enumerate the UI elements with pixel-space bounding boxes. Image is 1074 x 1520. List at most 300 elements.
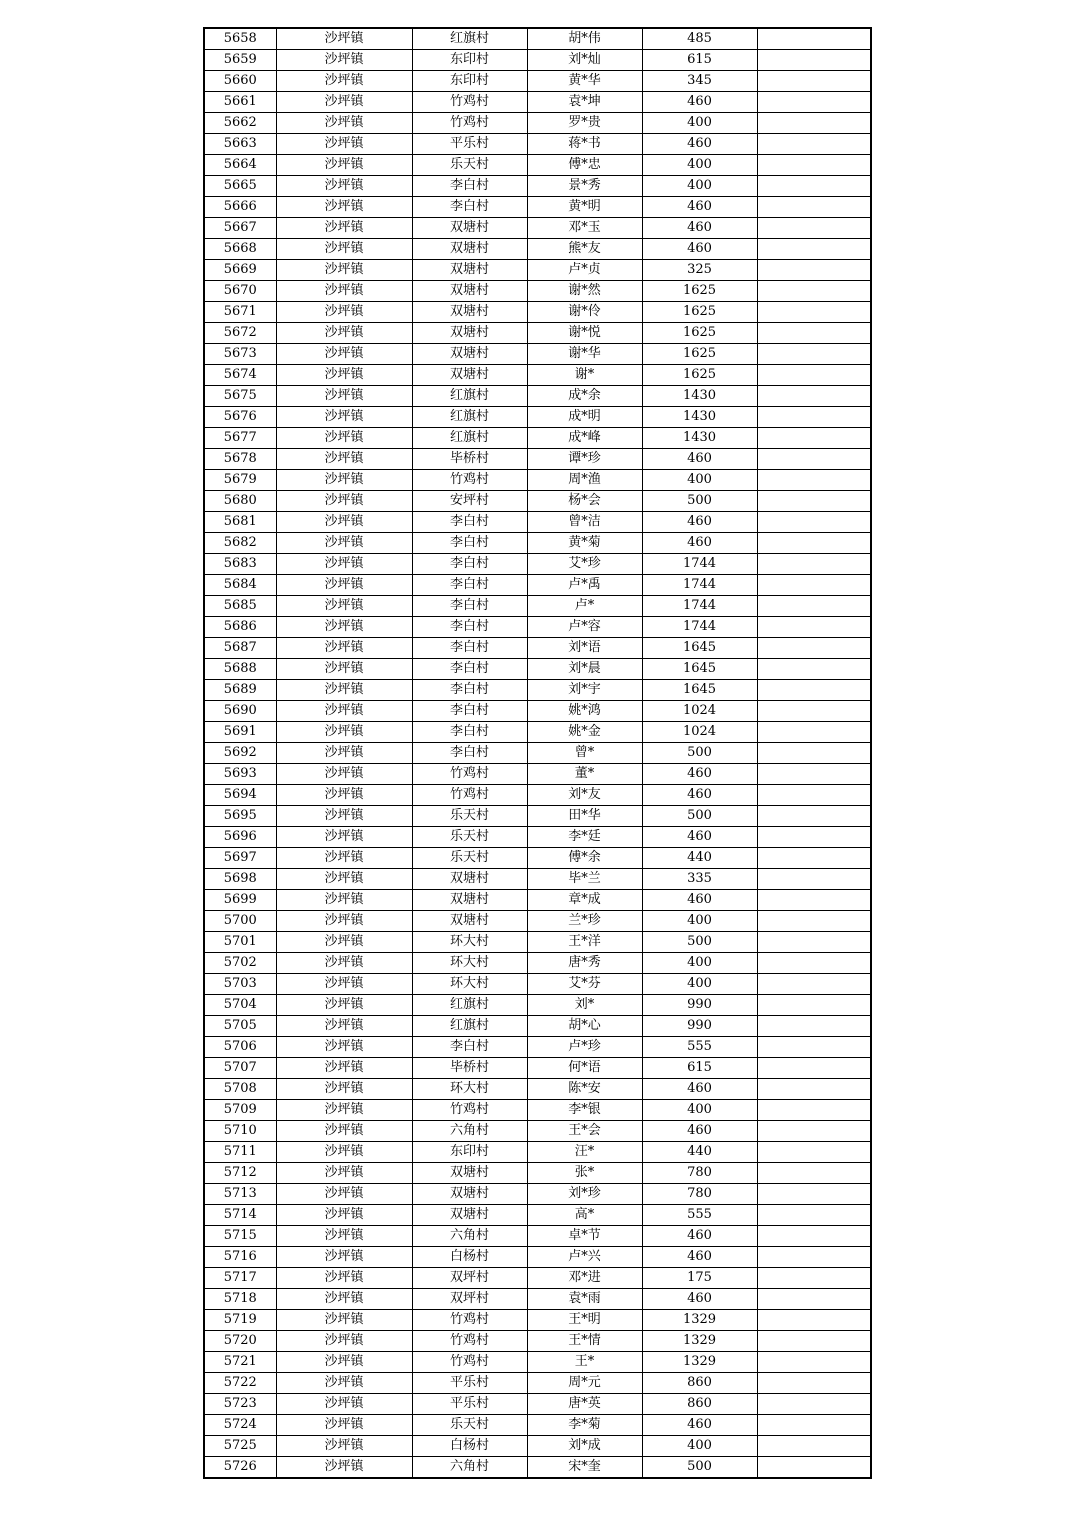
table-row [204, 1058, 871, 1079]
village-cell: 李白村 [412, 596, 527, 617]
name-cell: 黄*明 [527, 197, 642, 218]
remark-cell [757, 659, 871, 680]
name-cell: 汪* [527, 1142, 642, 1163]
village-cell: 环大村 [412, 1079, 527, 1100]
village-cell: 李白村 [412, 722, 527, 743]
serial-number-cell: 5705 [204, 1016, 276, 1037]
amount-cell: 1645 [642, 680, 757, 701]
remark-cell [757, 533, 871, 554]
name-cell: 董* [527, 764, 642, 785]
town-cell: 沙坪镇 [276, 1058, 412, 1079]
town-cell: 沙坪镇 [276, 869, 412, 890]
remark-cell [757, 638, 871, 659]
village-cell: 李白村 [412, 176, 527, 197]
remark-cell [757, 848, 871, 869]
amount-cell: 500 [642, 743, 757, 764]
name-cell: 王*会 [527, 1121, 642, 1142]
town-cell: 沙坪镇 [276, 1100, 412, 1121]
remark-cell [757, 113, 871, 134]
remark-cell [757, 554, 871, 575]
name-cell: 杨*会 [527, 491, 642, 512]
amount-cell: 460 [642, 239, 757, 260]
table-row [204, 953, 871, 974]
table-row [204, 722, 871, 743]
town-cell: 沙坪镇 [276, 1268, 412, 1289]
village-cell: 红旗村 [412, 407, 527, 428]
remark-cell [757, 239, 871, 260]
amount-cell: 555 [642, 1037, 757, 1058]
table-row [204, 407, 871, 428]
town-cell: 沙坪镇 [276, 953, 412, 974]
village-cell: 竹鸡村 [412, 1352, 527, 1373]
name-cell: 王*明 [527, 1310, 642, 1331]
amount-cell: 460 [642, 218, 757, 239]
table-row [204, 1037, 871, 1058]
remark-cell [757, 743, 871, 764]
serial-number-cell: 5672 [204, 323, 276, 344]
table-row [204, 743, 871, 764]
amount-cell: 400 [642, 953, 757, 974]
name-cell: 张* [527, 1163, 642, 1184]
village-cell: 双塘村 [412, 323, 527, 344]
amount-cell: 1744 [642, 596, 757, 617]
table-row [204, 995, 871, 1016]
serial-number-cell: 5706 [204, 1037, 276, 1058]
town-cell: 沙坪镇 [276, 1331, 412, 1352]
remark-cell [757, 1457, 871, 1479]
table-row [204, 260, 871, 281]
serial-number-cell: 5696 [204, 827, 276, 848]
serial-number-cell: 5708 [204, 1079, 276, 1100]
town-cell: 沙坪镇 [276, 1457, 412, 1479]
village-cell: 双塘村 [412, 890, 527, 911]
remark-cell [757, 617, 871, 638]
village-cell: 乐天村 [412, 848, 527, 869]
name-cell: 宋*奎 [527, 1457, 642, 1479]
remark-cell [757, 134, 871, 155]
remark-cell [757, 1310, 871, 1331]
table-row [204, 1394, 871, 1415]
remark-cell [757, 1415, 871, 1436]
amount-cell: 400 [642, 155, 757, 176]
amount-cell: 460 [642, 1121, 757, 1142]
table-row [204, 1436, 871, 1457]
town-cell: 沙坪镇 [276, 1373, 412, 1394]
table-row [204, 1310, 871, 1331]
table-row [204, 1184, 871, 1205]
remark-cell [757, 1436, 871, 1457]
remark-cell [757, 1373, 871, 1394]
serial-number-cell: 5685 [204, 596, 276, 617]
name-cell: 成*峰 [527, 428, 642, 449]
town-cell: 沙坪镇 [276, 911, 412, 932]
name-cell: 卢* [527, 596, 642, 617]
table-row [204, 596, 871, 617]
serial-number-cell: 5677 [204, 428, 276, 449]
serial-number-cell: 5711 [204, 1142, 276, 1163]
town-cell: 沙坪镇 [276, 1016, 412, 1037]
village-cell: 竹鸡村 [412, 764, 527, 785]
town-cell: 沙坪镇 [276, 428, 412, 449]
town-cell: 沙坪镇 [276, 785, 412, 806]
table-row [204, 827, 871, 848]
serial-number-cell: 5663 [204, 134, 276, 155]
table-row [204, 134, 871, 155]
amount-cell: 460 [642, 1415, 757, 1436]
remark-cell [757, 722, 871, 743]
remark-cell [757, 50, 871, 71]
town-cell: 沙坪镇 [276, 1289, 412, 1310]
serial-number-cell: 5660 [204, 71, 276, 92]
amount-cell: 400 [642, 974, 757, 995]
name-cell: 刘*语 [527, 638, 642, 659]
amount-cell: 500 [642, 932, 757, 953]
remark-cell [757, 1247, 871, 1268]
village-cell: 红旗村 [412, 995, 527, 1016]
name-cell: 卢*禹 [527, 575, 642, 596]
table-row [204, 1226, 871, 1247]
name-cell: 兰*珍 [527, 911, 642, 932]
town-cell: 沙坪镇 [276, 848, 412, 869]
serial-number-cell: 5688 [204, 659, 276, 680]
amount-cell: 1625 [642, 344, 757, 365]
table-row [204, 554, 871, 575]
town-cell: 沙坪镇 [276, 218, 412, 239]
serial-number-cell: 5724 [204, 1415, 276, 1436]
table-row [204, 764, 871, 785]
table-row [204, 785, 871, 806]
amount-cell: 780 [642, 1163, 757, 1184]
table-row [204, 659, 871, 680]
village-cell: 李白村 [412, 680, 527, 701]
name-cell: 傅*忠 [527, 155, 642, 176]
remark-cell [757, 1016, 871, 1037]
name-cell: 景*秀 [527, 176, 642, 197]
serial-number-cell: 5665 [204, 176, 276, 197]
village-cell: 李白村 [412, 575, 527, 596]
name-cell: 刘*友 [527, 785, 642, 806]
amount-cell: 460 [642, 785, 757, 806]
amount-cell: 990 [642, 995, 757, 1016]
serial-number-cell: 5666 [204, 197, 276, 218]
serial-number-cell: 5723 [204, 1394, 276, 1415]
town-cell: 沙坪镇 [276, 995, 412, 1016]
amount-cell: 325 [642, 260, 757, 281]
name-cell: 傅*余 [527, 848, 642, 869]
name-cell: 何*语 [527, 1058, 642, 1079]
remark-cell [757, 260, 871, 281]
village-cell: 毕桥村 [412, 1058, 527, 1079]
remark-cell [757, 806, 871, 827]
table-row [204, 92, 871, 113]
village-cell: 竹鸡村 [412, 470, 527, 491]
town-cell: 沙坪镇 [276, 974, 412, 995]
town-cell: 沙坪镇 [276, 344, 412, 365]
amount-cell: 1744 [642, 554, 757, 575]
village-cell: 乐天村 [412, 827, 527, 848]
table-row [204, 197, 871, 218]
town-cell: 沙坪镇 [276, 1310, 412, 1331]
serial-number-cell: 5667 [204, 218, 276, 239]
serial-number-cell: 5680 [204, 491, 276, 512]
name-cell: 罗*贵 [527, 113, 642, 134]
name-cell: 谢* [527, 365, 642, 386]
serial-number-cell: 5701 [204, 932, 276, 953]
amount-cell: 400 [642, 1100, 757, 1121]
name-cell: 黄*华 [527, 71, 642, 92]
table-row [204, 1373, 871, 1394]
amount-cell: 1024 [642, 701, 757, 722]
serial-number-cell: 5693 [204, 764, 276, 785]
table-row [204, 1016, 871, 1037]
name-cell: 谢*华 [527, 344, 642, 365]
table-row [204, 365, 871, 386]
name-cell: 邓*玉 [527, 218, 642, 239]
table-row [204, 890, 871, 911]
village-cell: 东印村 [412, 50, 527, 71]
amount-cell: 780 [642, 1184, 757, 1205]
serial-number-cell: 5682 [204, 533, 276, 554]
table-row [204, 428, 871, 449]
village-cell: 双塘村 [412, 1163, 527, 1184]
name-cell: 刘* [527, 995, 642, 1016]
town-cell: 沙坪镇 [276, 890, 412, 911]
village-cell: 红旗村 [412, 28, 527, 50]
amount-cell: 1625 [642, 302, 757, 323]
remark-cell [757, 302, 871, 323]
amount-cell: 460 [642, 197, 757, 218]
amount-cell: 1329 [642, 1352, 757, 1373]
remark-cell [757, 470, 871, 491]
name-cell: 姚*金 [527, 722, 642, 743]
serial-number-cell: 5718 [204, 1289, 276, 1310]
village-cell: 李白村 [412, 197, 527, 218]
serial-number-cell: 5721 [204, 1352, 276, 1373]
serial-number-cell: 5671 [204, 302, 276, 323]
village-cell: 白杨村 [412, 1247, 527, 1268]
name-cell: 卢*珍 [527, 1037, 642, 1058]
town-cell: 沙坪镇 [276, 50, 412, 71]
remark-cell [757, 1226, 871, 1247]
name-cell: 谭*珍 [527, 449, 642, 470]
serial-number-cell: 5722 [204, 1373, 276, 1394]
name-cell: 王*洋 [527, 932, 642, 953]
amount-cell: 460 [642, 512, 757, 533]
name-cell: 曾*洁 [527, 512, 642, 533]
remark-cell [757, 428, 871, 449]
amount-cell: 440 [642, 1142, 757, 1163]
amount-cell: 615 [642, 50, 757, 71]
amount-cell: 860 [642, 1394, 757, 1415]
town-cell: 沙坪镇 [276, 1037, 412, 1058]
village-cell: 平乐村 [412, 1394, 527, 1415]
village-cell: 乐天村 [412, 806, 527, 827]
town-cell: 沙坪镇 [276, 1247, 412, 1268]
serial-number-cell: 5664 [204, 155, 276, 176]
name-cell: 姚*鸿 [527, 701, 642, 722]
serial-number-cell: 5687 [204, 638, 276, 659]
table-row [204, 344, 871, 365]
town-cell: 沙坪镇 [276, 680, 412, 701]
village-cell: 竹鸡村 [412, 785, 527, 806]
town-cell: 沙坪镇 [276, 701, 412, 722]
serial-number-cell: 5684 [204, 575, 276, 596]
town-cell: 沙坪镇 [276, 1436, 412, 1457]
amount-cell: 1329 [642, 1331, 757, 1352]
village-cell: 乐天村 [412, 155, 527, 176]
table-row [204, 113, 871, 134]
serial-number-cell: 5704 [204, 995, 276, 1016]
amount-cell: 1625 [642, 323, 757, 344]
village-cell: 六角村 [412, 1121, 527, 1142]
serial-number-cell: 5662 [204, 113, 276, 134]
name-cell: 周*渔 [527, 470, 642, 491]
amount-cell: 440 [642, 848, 757, 869]
remark-cell [757, 1058, 871, 1079]
amount-cell: 460 [642, 1079, 757, 1100]
town-cell: 沙坪镇 [276, 302, 412, 323]
amount-cell: 175 [642, 1268, 757, 1289]
amount-cell: 460 [642, 1289, 757, 1310]
remark-cell [757, 1037, 871, 1058]
town-cell: 沙坪镇 [276, 1184, 412, 1205]
name-cell: 陈*安 [527, 1079, 642, 1100]
serial-number-cell: 5697 [204, 848, 276, 869]
table-row [204, 449, 871, 470]
name-cell: 成*明 [527, 407, 642, 428]
remark-cell [757, 680, 871, 701]
amount-cell: 460 [642, 449, 757, 470]
town-cell: 沙坪镇 [276, 28, 412, 50]
remark-cell [757, 365, 871, 386]
serial-number-cell: 5659 [204, 50, 276, 71]
serial-number-cell: 5679 [204, 470, 276, 491]
amount-cell: 400 [642, 176, 757, 197]
serial-number-cell: 5683 [204, 554, 276, 575]
table-row [204, 1289, 871, 1310]
remark-cell [757, 386, 871, 407]
town-cell: 沙坪镇 [276, 806, 412, 827]
serial-number-cell: 5716 [204, 1247, 276, 1268]
name-cell: 周*元 [527, 1373, 642, 1394]
serial-number-cell: 5694 [204, 785, 276, 806]
town-cell: 沙坪镇 [276, 575, 412, 596]
amount-cell: 400 [642, 113, 757, 134]
village-cell: 竹鸡村 [412, 113, 527, 134]
amount-cell: 460 [642, 533, 757, 554]
town-cell: 沙坪镇 [276, 596, 412, 617]
amount-cell: 500 [642, 806, 757, 827]
remark-cell [757, 281, 871, 302]
amount-cell: 1744 [642, 575, 757, 596]
amount-cell: 1430 [642, 407, 757, 428]
amount-cell: 1625 [642, 365, 757, 386]
table-row [204, 71, 871, 92]
village-cell: 安坪村 [412, 491, 527, 512]
serial-number-cell: 5674 [204, 365, 276, 386]
remark-cell [757, 92, 871, 113]
table-row [204, 1247, 871, 1268]
name-cell: 蒋*书 [527, 134, 642, 155]
table-row [204, 1100, 871, 1121]
table-row [204, 1163, 871, 1184]
table-row [204, 1457, 871, 1479]
serial-number-cell: 5725 [204, 1436, 276, 1457]
amount-cell: 400 [642, 470, 757, 491]
table-row [204, 617, 871, 638]
serial-number-cell: 5707 [204, 1058, 276, 1079]
town-cell: 沙坪镇 [276, 1394, 412, 1415]
table-row [204, 1268, 871, 1289]
name-cell: 李*廷 [527, 827, 642, 848]
table-row [204, 1352, 871, 1373]
serial-number-cell: 5700 [204, 911, 276, 932]
amount-cell: 1744 [642, 617, 757, 638]
table-row [204, 680, 871, 701]
village-cell: 红旗村 [412, 386, 527, 407]
table-row [204, 386, 871, 407]
village-cell: 红旗村 [412, 428, 527, 449]
remark-cell [757, 701, 871, 722]
village-cell: 环大村 [412, 953, 527, 974]
serial-number-cell: 5692 [204, 743, 276, 764]
table-row [204, 974, 871, 995]
name-cell: 王*情 [527, 1331, 642, 1352]
name-cell: 胡*心 [527, 1016, 642, 1037]
serial-number-cell: 5703 [204, 974, 276, 995]
table-row [204, 848, 871, 869]
amount-cell: 460 [642, 764, 757, 785]
town-cell: 沙坪镇 [276, 134, 412, 155]
serial-number-cell: 5719 [204, 1310, 276, 1331]
village-cell: 竹鸡村 [412, 92, 527, 113]
village-cell: 双塘村 [412, 365, 527, 386]
remark-cell [757, 1100, 871, 1121]
table-row [204, 1079, 871, 1100]
village-cell: 毕桥村 [412, 449, 527, 470]
table-row [204, 239, 871, 260]
remark-cell [757, 1205, 871, 1226]
amount-cell: 460 [642, 92, 757, 113]
remark-cell [757, 1163, 871, 1184]
village-cell: 双塘村 [412, 302, 527, 323]
serial-number-cell: 5681 [204, 512, 276, 533]
table-row [204, 533, 871, 554]
amount-cell: 335 [642, 869, 757, 890]
remark-cell [757, 1289, 871, 1310]
remark-cell [757, 344, 871, 365]
serial-number-cell: 5689 [204, 680, 276, 701]
amount-cell: 400 [642, 911, 757, 932]
name-cell: 田*华 [527, 806, 642, 827]
town-cell: 沙坪镇 [276, 71, 412, 92]
serial-number-cell: 5669 [204, 260, 276, 281]
amount-cell: 1430 [642, 428, 757, 449]
name-cell: 刘*灿 [527, 50, 642, 71]
remark-cell [757, 491, 871, 512]
name-cell: 黄*菊 [527, 533, 642, 554]
table-row [204, 28, 871, 50]
table-row [204, 50, 871, 71]
village-cell: 白杨村 [412, 1436, 527, 1457]
amount-cell: 460 [642, 134, 757, 155]
amount-cell: 460 [642, 1226, 757, 1247]
amount-cell: 860 [642, 1373, 757, 1394]
town-cell: 沙坪镇 [276, 722, 412, 743]
serial-number-cell: 5691 [204, 722, 276, 743]
amount-cell: 1625 [642, 281, 757, 302]
village-cell: 六角村 [412, 1457, 527, 1479]
